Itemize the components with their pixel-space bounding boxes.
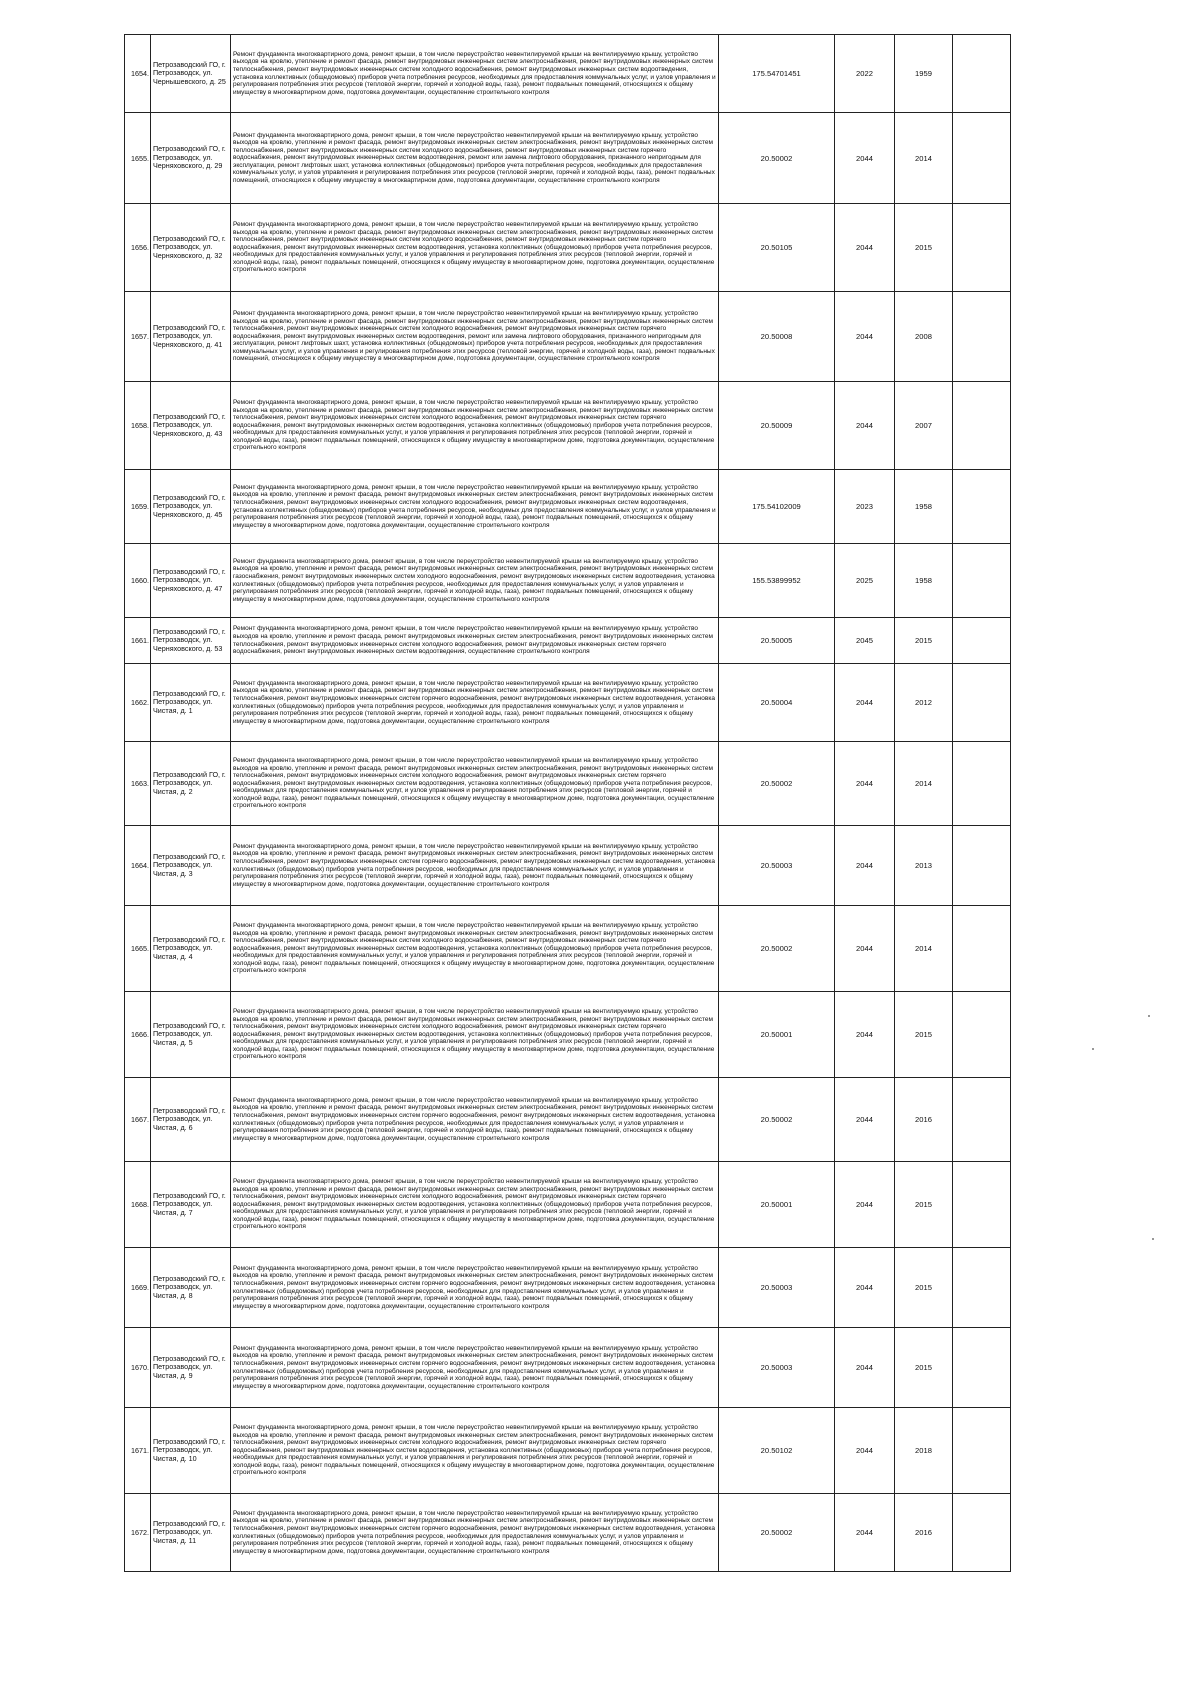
works-list-cell: Ремонт фундамента многоквартирного дома, ремонт крыши, в том числе переустройство невентилируемой крыши на вентилируемую крышу, устройство выходов на кровлю, утепление и ремонт фасада, ремонт внутридомовых инженерных систем электроснабжения, ремонт внутридомовых инженерных систем теплоснабжения, ремонт внутридомовых инженерных систем горячего водоснабжения, ремонт внутридомовых инженерных систем водоотведения, установка коллективных (общедомовых) приборов учета потребления ресурсов, необходимых для предоставления коммунальных услуг, и узлов управления и регулирования потребления этих ресурсов (тепловой энергии, горячей и холодной воды, газа), ремонт подвальных помещений, относящихся к общему имуществу в многоквартирном доме, подготовка документации, осуществление строительного контроля (231, 1328, 719, 1408)
row-number: 1666. (125, 992, 151, 1078)
address-cell: Петрозаводский ГО, г. Петрозаводск, ул. Чистая, д. 5 (151, 992, 231, 1078)
margin-cell (1011, 470, 1133, 544)
row-number: 1670. (125, 1328, 151, 1408)
row-number: 1656. (125, 204, 151, 292)
year-commissioned-cell: 2008 (895, 292, 953, 382)
margin-cell (1011, 618, 1133, 664)
works-list-cell: Ремонт фундамента многоквартирного дома, ремонт крыши, в том числе переустройство невентилируемой крыши на вентилируемую крышу, устройство выходов на кровлю, утепление и ремонт фасада, ремонт внутридомовых инженерных систем электроснабжения, ремонт внутридомовых инженерных систем теплоснабжения, ремонт внутридомовых инженерных систем горячего водоснабжения, ремонт внутридомовых инженерных систем водоотведения, установка коллективных (общедомовых) приборов учета потребления ресурсов, необходимых для предоставления коммунальных услуг, и узлов управления и регулирования потребления этих ресурсов (тепловой энергии, горячей и холодной воды, газа), ремонт подвальных помещений, относящихся к общему имуществу в многоквартирном доме, подготовка документации, осуществление строительного контроля (231, 826, 719, 906)
address-cell: Петрозаводский ГО, г. Петрозаводск, ул. Чистая, д. 4 (151, 906, 231, 992)
margin-cell (1011, 204, 1133, 292)
year-planned-cell: 2044 (835, 742, 895, 826)
works-list-cell: Ремонт фундамента многоквартирного дома, ремонт крыши, в том числе переустройство невентилируемой крыши на вентилируемую крышу, устройство выходов на кровлю, утепление и ремонт фасада, ремонт внутридомовых инженерных систем электроснабжения, ремонт внутридомовых инженерных систем теплоснабжения, ремонт внутридомовых инженерных систем холодного водоснабжения, ремонт внутридомовых инженерных систем горячего водоснабжения, ремонт внутридомовых инженерных систем водоотведения, установка коллективных (общедомовых) приборов учета потребления ресурсов, необходимых для предоставления коммунальных услуг, и узлов управления и регулирования потребления этих ресурсов (тепловой энергии, горячей и холодной воды, газа), ремонт подвальных помещений, относящихся к общему имуществу в многоквартирном доме, подготовка документации, осуществление строительного контроля (231, 204, 719, 292)
empty-cell (953, 292, 1011, 382)
address-cell: Петрозаводский ГО, г. Петрозаводск, ул. Чернышевского, д. 25 (151, 35, 231, 113)
value-cell: 20.50102 (719, 1408, 835, 1494)
works-list-cell: Ремонт фундамента многоквартирного дома, ремонт крыши, в том числе переустройство невентилируемой крыши на вентилируемую крышу, устройство выходов на кровлю, утепление и ремонт фасада, ремонт внутридомовых инженерных систем электроснабжения, ремонт внутридомовых инженерных систем теплоснабжения, ремонт внутридомовых инженерных систем холодного водоснабжения, ремонт внутридомовых инженерных систем горячего водоснабжения, ремонт внутридомовых инженерных систем водоотведения, установка коллективных (общедомовых) приборов учета потребления ресурсов, необходимых для предоставления коммунальных услуг, и узлов управления и регулирования потребления этих ресурсов (тепловой энергии, горячей и холодной воды, газа), ремонт подвальных помещений, относящихся к общему имуществу в многоквартирном доме, подготовка документации, осуществление строительного контроля (231, 992, 719, 1078)
works-list-cell: Ремонт фундамента многоквартирного дома, ремонт крыши, в том числе переустройство невентилируемой крыши на вентилируемую крышу, устройство выходов на кровлю, утепление и ремонт фасада, ремонт внутридомовых инженерных систем электроснабжения, ремонт внутридомовых инженерных систем теплоснабжения, ремонт внутридомовых инженерных систем холодного водоснабжения, ремонт внутридомовых инженерных систем водоотведения, установка коллективных (общедомовых) приборов учета потребления ресурсов, необходимых для предоставления коммунальных услуг, и узлов управления и регулирования потребления этих ресурсов (тепловой энергии, горячей и холодной воды, газа), ремонт подвальных помещений, относящихся к общему имуществу в многоквартирном доме, подготовка документации, осуществление строительного контроля (231, 35, 719, 113)
year-commissioned-cell: 2014 (895, 113, 953, 204)
empty-cell (953, 544, 1011, 618)
empty-cell (953, 1408, 1011, 1494)
address-cell: Петрозаводский ГО, г. Петрозаводск, ул. Чистая, д. 2 (151, 742, 231, 826)
address-cell: Петрозаводский ГО, г. Петрозаводск, ул. Черняховского, д. 41 (151, 292, 231, 382)
year-planned-cell: 2044 (835, 1162, 895, 1248)
margin-cell (1011, 664, 1133, 742)
year-commissioned-cell: 2012 (895, 664, 953, 742)
table-body (125, 35, 1133, 1572)
row-number: 1662. (125, 664, 151, 742)
year-planned-cell: 2044 (835, 1494, 895, 1572)
works-list-cell: Ремонт фундамента многоквартирного дома, ремонт крыши, в том числе переустройство невентилируемой крыши на вентилируемую крышу, устройство выходов на кровлю, утепление и ремонт фасада, ремонт внутридомовых инженерных систем электроснабжения, ремонт внутридомовых инженерных систем теплоснабжения, ремонт внутридомовых инженерных систем холодного водоснабжения, ремонт внутридомовых инженерных систем горячего водоснабжения, ремонт внутридомовых инженерных систем водоотведения, осуществление строительного контроля (231, 618, 719, 664)
works-list-cell: Ремонт фундамента многоквартирного дома, ремонт крыши, в том числе переустройство невентилируемой крыши на вентилируемую крышу, устройство выходов на кровлю, утепление и ремонт фасада, ремонт внутридомовых инженерных систем электроснабжения, ремонт внутридомовых инженерных систем теплоснабжения, ремонт внутридомовых инженерных систем холодного водоснабжения, ремонт внутридомовых инженерных систем горячего водоснабжения, ремонт внутридомовых инженерных систем водоотведения, ремонт или замена лифтового оборудования, признанного непригодным для эксплуатации, ремонт лифтовых шахт, установка коллективных (общедомовых) приборов учета потребления ресурсов, необходимых для предоставления коммунальных услуг, и узлов управления и регулирования потребления этих ресурсов (тепловой энергии, горячей и холодной воды, газа), ремонт подвальных помещений, относящихся к общему имуществу в многоквартирном доме, подготовка документации, осуществление строительного контроля (231, 292, 719, 382)
empty-cell (953, 826, 1011, 906)
value-cell: 175.54102009 (719, 470, 835, 544)
works-list-cell: Ремонт фундамента многоквартирного дома, ремонт крыши, в том числе переустройство невентилируемой крыши на вентилируемую крышу, устройство выходов на кровлю, утепление и ремонт фасада, ремонт внутридомовых инженерных систем электроснабжения, ремонт внутридомовых инженерных систем теплоснабжения, ремонт внутридомовых инженерных систем горячего водоснабжения, ремонт внутридомовых инженерных систем водоотведения, установка коллективных (общедомовых) приборов учета потребления ресурсов, необходимых для предоставления коммунальных услуг, и узлов управления и регулирования потребления этих ресурсов (тепловой энергии, горячей и холодной воды, газа), ремонт подвальных помещений, относящихся к общему имуществу в многоквартирном доме, подготовка документации, осуществление строительного контроля (231, 664, 719, 742)
margin-cell (1011, 113, 1133, 204)
year-commissioned-cell: 2016 (895, 1078, 953, 1162)
empty-cell (953, 470, 1011, 544)
scanned-table-page (124, 34, 1132, 1572)
margin-cell (1011, 1494, 1133, 1572)
row-number: 1659. (125, 470, 151, 544)
margin-cell (1011, 1162, 1133, 1248)
works-list-cell: Ремонт фундамента многоквартирного дома, ремонт крыши, в том числе переустройство невентилируемой крыши на вентилируемую крышу, устройство выходов на кровлю, утепление и ремонт фасада, ремонт внутридомовых инженерных систем электроснабжения, ремонт внутридомовых инженерных систем теплоснабжения, ремонт внутридомовых инженерных систем холодного водоснабжения, ремонт внутридомовых инженерных систем горячего водоснабжения, ремонт внутридомовых инженерных систем водоотведения, установка коллективных (общедомовых) приборов учета потребления ресурсов, необходимых для предоставления коммунальных услуг, и узлов управления и регулирования потребления этих ресурсов (тепловой энергии, горячей и холодной воды, газа), ремонт подвальных помещений, относящихся к общему имуществу в многоквартирном доме, подготовка документации, осуществление строительного контроля (231, 1162, 719, 1248)
row-number: 1658. (125, 382, 151, 470)
year-commissioned-cell: 2015 (895, 1162, 953, 1248)
address-cell: Петрозаводский ГО, г. Петрозаводск, ул. Чистая, д. 7 (151, 1162, 231, 1248)
margin-cell (1011, 382, 1133, 470)
works-list-cell: Ремонт фундамента многоквартирного дома, ремонт крыши, в том числе переустройство невентилируемой крыши на вентилируемую крышу, устройство выходов на кровлю, утепление и ремонт фасада, ремонт внутридомовых инженерных систем электроснабжения, ремонт внутридомовых инженерных систем теплоснабжения, ремонт внутридомовых инженерных систем холодного водоснабжения, ремонт внутридомовых инженерных систем горячего водоснабжения, ремонт внутридомовых инженерных систем водоотведения, установка коллективных (общедомовых) приборов учета потребления ресурсов, необходимых для предоставления коммунальных услуг, и узлов управления и регулирования потребления этих ресурсов (тепловой энергии, горячей и холодной воды, газа), ремонт подвальных помещений, относящихся к общему имуществу в многоквартирном доме, подготовка документации, осуществление строительного контроля (231, 742, 719, 826)
year-commissioned-cell: 2015 (895, 204, 953, 292)
address-cell: Петрозаводский ГО, г. Петрозаводск, ул. Черняховского, д. 53 (151, 618, 231, 664)
empty-cell (953, 906, 1011, 992)
year-commissioned-cell: 1958 (895, 470, 953, 544)
empty-cell (953, 618, 1011, 664)
margin-cell (1011, 906, 1133, 992)
margin-cell (1011, 544, 1133, 618)
value-cell: 20.50005 (719, 618, 835, 664)
value-cell: 155.53899952 (719, 544, 835, 618)
address-cell: Петрозаводский ГО, г. Петрозаводск, ул. Чистая, д. 1 (151, 664, 231, 742)
address-cell: Петрозаводский ГО, г. Петрозаводск, ул. Черняховского, д. 29 (151, 113, 231, 204)
margin-cell (1011, 35, 1133, 113)
year-commissioned-cell: 2015 (895, 1248, 953, 1328)
address-cell: Петрозаводский ГО, г. Петрозаводск, ул. Чистая, д. 10 (151, 1408, 231, 1494)
margin-cell (1011, 292, 1133, 382)
works-list-cell: Ремонт фундамента многоквартирного дома, ремонт крыши, в том числе переустройство невентилируемой крыши на вентилируемую крышу, устройство выходов на кровлю, утепление и ремонт фасада, ремонт внутридомовых инженерных систем электроснабжения, ремонт внутридомовых инженерных систем теплоснабжения, ремонт внутридомовых инженерных систем горячего водоснабжения, ремонт внутридомовых инженерных систем водоотведения, установка коллективных (общедомовых) приборов учета потребления ресурсов, необходимых для предоставления коммунальных услуг, и узлов управления и регулирования потребления этих ресурсов (тепловой энергии, горячей и холодной воды, газа), ремонт подвальных помещений, относящихся к общему имуществу в многоквартирном доме, подготовка документации, осуществление строительного контроля (231, 1494, 719, 1572)
margin-cell (1011, 742, 1133, 826)
empty-cell (953, 664, 1011, 742)
year-commissioned-cell: 2016 (895, 1494, 953, 1572)
year-planned-cell: 2044 (835, 382, 895, 470)
year-commissioned-cell: 2015 (895, 618, 953, 664)
margin-cell (1011, 1078, 1133, 1162)
table-row (125, 1494, 1133, 1572)
empty-cell (953, 35, 1011, 113)
address-cell: Петрозаводский ГО, г. Петрозаводск, ул. Чистая, д. 11 (151, 1494, 231, 1572)
margin-cell (1011, 1408, 1133, 1494)
table-row (125, 664, 1133, 742)
works-list-cell: Ремонт фундамента многоквартирного дома, ремонт крыши, в том числе переустройство невентилируемой крыши на вентилируемую крышу, устройство выходов на кровлю, утепление и ремонт фасада, ремонт внутридомовых инженерных систем электроснабжения, ремонт внутридомовых инженерных систем теплоснабжения, ремонт внутридомовых инженерных систем холодного водоснабжения, ремонт внутридомовых инженерных систем горячего водоснабжения, ремонт внутридомовых инженерных систем водоотведения, установка коллективных (общедомовых) приборов учета потребления ресурсов, необходимых для предоставления коммунальных услуг, и узлов управления и регулирования потребления этих ресурсов (тепловой энергии, горячей и холодной воды, газа), ремонт подвальных помещений, относящихся к общему имуществу в многоквартирном доме, подготовка документации, осуществление строительного контроля (231, 1408, 719, 1494)
table-row (125, 742, 1133, 826)
value-cell: 20.50001 (719, 1162, 835, 1248)
row-number: 1672. (125, 1494, 151, 1572)
value-cell: 20.50003 (719, 1328, 835, 1408)
value-cell: 175.54701451 (719, 35, 835, 113)
table-row (125, 113, 1133, 204)
row-number: 1665. (125, 906, 151, 992)
table-row (125, 1248, 1133, 1328)
year-commissioned-cell: 2015 (895, 1328, 953, 1408)
empty-cell (953, 992, 1011, 1078)
row-number: 1668. (125, 1162, 151, 1248)
works-list-cell: Ремонт фундамента многоквартирного дома, ремонт крыши, в том числе переустройство невентилируемой крыши на вентилируемую крышу, устройство выходов на кровлю, утепление и ремонт фасада, ремонт внутридомовых инженерных систем электроснабжения, ремонт внутридомовых инженерных систем теплоснабжения, ремонт внутридомовых инженерных систем холодного водоснабжения, ремонт внутридомовых инженерных систем горячего водоснабжения, ремонт внутридомовых инженерных систем водоотведения, установка коллективных (общедомовых) приборов учета потребления ресурсов, необходимых для предоставления коммунальных услуг, и узлов управления и регулирования потребления этих ресурсов (тепловой энергии, горячей и холодной воды, газа), ремонт подвальных помещений, относящихся к общему имуществу в многоквартирном доме, подготовка документации, осуществление строительного контроля (231, 906, 719, 992)
margin-cell (1011, 992, 1133, 1078)
works-list-cell: Ремонт фундамента многоквартирного дома, ремонт крыши, в том числе переустройство невентилируемой крыши на вентилируемую крышу, устройство выходов на кровлю, утепление и ремонт фасада, ремонт внутридомовых инженерных систем электроснабжения, ремонт внутридомовых инженерных систем теплоснабжения, ремонт внутридомовых инженерных систем горячего водоснабжения, ремонт внутридомовых инженерных систем водоотведения, установка коллективных (общедомовых) приборов учета потребления ресурсов, необходимых для предоставления коммунальных услуг, и узлов управления и регулирования потребления этих ресурсов (тепловой энергии, горячей и холодной воды, газа), ремонт подвальных помещений, относящихся к общему имуществу в многоквартирном доме, подготовка документации, осуществление строительного контроля (231, 1248, 719, 1328)
row-number: 1664. (125, 826, 151, 906)
address-cell: Петрозаводский ГО, г. Петрозаводск, ул. Чистая, д. 6 (151, 1078, 231, 1162)
empty-cell (953, 1162, 1011, 1248)
address-cell: Петрозаводский ГО, г. Петрозаводск, ул. Черняховского, д. 32 (151, 204, 231, 292)
empty-cell (953, 204, 1011, 292)
scan-speck (1148, 1015, 1150, 1017)
table-row (125, 470, 1133, 544)
empty-cell (953, 382, 1011, 470)
empty-cell (953, 113, 1011, 204)
table-row (125, 292, 1133, 382)
empty-cell (953, 1078, 1011, 1162)
table-row (125, 826, 1133, 906)
year-commissioned-cell: 2014 (895, 742, 953, 826)
value-cell: 20.50001 (719, 992, 835, 1078)
value-cell: 20.50002 (719, 742, 835, 826)
year-planned-cell: 2044 (835, 664, 895, 742)
year-planned-cell: 2044 (835, 1248, 895, 1328)
table-row (125, 382, 1133, 470)
year-commissioned-cell: 2018 (895, 1408, 953, 1494)
value-cell: 20.50002 (719, 113, 835, 204)
works-list-cell: Ремонт фундамента многоквартирного дома, ремонт крыши, в том числе переустройство невентилируемой крыши на вентилируемую крышу, устройство выходов на кровлю, утепление и ремонт фасада, ремонт внутридомовых инженерных систем электроснабжения, ремонт внутридомовых инженерных систем теплоснабжения, ремонт внутридомовых инженерных систем холодного водоснабжения, ремонт внутридомовых инженерных систем водоотведения, установка коллективных (общедомовых) приборов учета потребления ресурсов, необходимых для предоставления коммунальных услуг, и узлов управления и регулирования потребления этих ресурсов (тепловой энергии, горячей и холодной воды, газа), ремонт подвальных помещений, относящихся к общему имуществу в многоквартирном доме, подготовка документации, осуществление строительного контроля (231, 470, 719, 544)
year-commissioned-cell: 2013 (895, 826, 953, 906)
empty-cell (953, 1248, 1011, 1328)
works-list-cell: Ремонт фундамента многоквартирного дома, ремонт крыши, в том числе переустройство невентилируемой крыши на вентилируемую крышу, устройство выходов на кровлю, утепление и ремонт фасада, ремонт внутридомовых инженерных систем электроснабжения, ремонт внутридомовых инженерных систем теплоснабжения, ремонт внутридомовых инженерных систем холодного водоснабжения, ремонт внутридомовых инженерных систем горячего водоснабжения, ремонт внутридомовых инженерных систем водоотведения, ремонт или замена лифтового оборудования, признанного непригодным для эксплуатации, ремонт лифтовых шахт, установка коллективных (общедомовых) приборов учета потребления ресурсов, необходимых для предоставления коммунальных услуг, и узлов управления и регулирования потребления этих ресурсов (тепловой энергии, горячей и холодной воды, газа), ремонт подвальных помещений, относящихся к общему имуществу в многоквартирном доме, подготовка документации, осуществление строительного контроля (231, 113, 719, 204)
table-row (125, 1078, 1133, 1162)
row-number: 1661. (125, 618, 151, 664)
table-row (125, 204, 1133, 292)
table-row (125, 1328, 1133, 1408)
year-planned-cell: 2044 (835, 1078, 895, 1162)
year-commissioned-cell: 2014 (895, 906, 953, 992)
works-list-cell: Ремонт фундамента многоквартирного дома, ремонт крыши, в том числе переустройство невентилируемой крыши на вентилируемую крышу, устройство выходов на кровлю, утепление и ремонт фасада, ремонт внутридомовых инженерных систем электроснабжения, ремонт внутридомовых инженерных систем газоснабжения, ремонт внутридомовых инженерных систем холодного водоснабжения, ремонт внутридомовых инженерных систем водоотведения, установка коллективных (общедомовых) приборов учета потребления ресурсов, необходимых для предоставления коммунальных услуг, и узлов управления и регулирования потребления этих ресурсов (тепловой энергии, горячей и холодной воды, газа), ремонт подвальных помещений, относящихся к общему имуществу в многоквартирном доме, подготовка документации, осуществление строительного контроля (231, 544, 719, 618)
table-row (125, 1408, 1133, 1494)
address-cell: Петрозаводский ГО, г. Петрозаводск, ул. Черняховского, д. 43 (151, 382, 231, 470)
year-commissioned-cell: 1958 (895, 544, 953, 618)
row-number: 1660. (125, 544, 151, 618)
value-cell: 20.50008 (719, 292, 835, 382)
address-cell: Петрозаводский ГО, г. Петрозаводск, ул. Чистая, д. 3 (151, 826, 231, 906)
scan-speck (1152, 1238, 1154, 1240)
table-row (125, 1162, 1133, 1248)
scan-speck (1092, 1048, 1094, 1050)
table-row (125, 992, 1133, 1078)
margin-cell (1011, 1248, 1133, 1328)
row-number: 1654. (125, 35, 151, 113)
address-cell: Петрозаводский ГО, г. Петрозаводск, ул. Черняховского, д. 47 (151, 544, 231, 618)
row-number: 1655. (125, 113, 151, 204)
value-cell: 20.50002 (719, 1078, 835, 1162)
works-list-cell: Ремонт фундамента многоквартирного дома, ремонт крыши, в том числе переустройство невентилируемой крыши на вентилируемую крышу, устройство выходов на кровлю, утепление и ремонт фасада, ремонт внутридомовых инженерных систем электроснабжения, ремонт внутридомовых инженерных систем теплоснабжения, ремонт внутридомовых инженерных систем горячего водоснабжения, ремонт внутридомовых инженерных систем водоотведения, установка коллективных (общедомовых) приборов учета потребления ресурсов, необходимых для предоставления коммунальных услуг, и узлов управления и регулирования потребления этих ресурсов (тепловой энергии, горячей и холодной воды, газа), ремонт подвальных помещений, относящихся к общему имуществу в многоквартирном доме, подготовка документации, осуществление строительного контроля (231, 1078, 719, 1162)
value-cell: 20.50003 (719, 826, 835, 906)
value-cell: 20.50105 (719, 204, 835, 292)
address-cell: Петрозаводский ГО, г. Петрозаводск, ул. Чистая, д. 8 (151, 1248, 231, 1328)
year-planned-cell: 2044 (835, 292, 895, 382)
row-number: 1671. (125, 1408, 151, 1494)
address-cell: Петрозаводский ГО, г. Петрозаводск, ул. Черняховского, д. 45 (151, 470, 231, 544)
year-planned-cell: 2044 (835, 906, 895, 992)
row-number: 1667. (125, 1078, 151, 1162)
year-planned-cell: 2044 (835, 204, 895, 292)
year-commissioned-cell: 1959 (895, 35, 953, 113)
year-planned-cell: 2044 (835, 1408, 895, 1494)
year-planned-cell: 2045 (835, 618, 895, 664)
empty-cell (953, 1328, 1011, 1408)
year-commissioned-cell: 2015 (895, 992, 953, 1078)
year-commissioned-cell: 2007 (895, 382, 953, 470)
row-number: 1657. (125, 292, 151, 382)
works-list-cell: Ремонт фундамента многоквартирного дома, ремонт крыши, в том числе переустройство невентилируемой крыши на вентилируемую крышу, устройство выходов на кровлю, утепление и ремонт фасада, ремонт внутридомовых инженерных систем электроснабжения, ремонт внутридомовых инженерных систем теплоснабжения, ремонт внутридомовых инженерных систем холодного водоснабжения, ремонт внутридомовых инженерных систем горячего водоснабжения, ремонт внутридомовых инженерных систем водоотведения, установка коллективных (общедомовых) приборов учета потребления ресурсов, необходимых для предоставления коммунальных услуг, и узлов управления и регулирования потребления этих ресурсов (тепловой энергии, горячей и холодной воды, газа), ремонт подвальных помещений, относящихся к общему имуществу в многоквартирном доме, подготовка документации, осуществление строительного контроля (231, 382, 719, 470)
repair-program-table (124, 34, 1133, 1572)
row-number: 1669. (125, 1248, 151, 1328)
year-planned-cell: 2044 (835, 992, 895, 1078)
year-planned-cell: 2025 (835, 544, 895, 618)
value-cell: 20.50002 (719, 906, 835, 992)
year-planned-cell: 2022 (835, 35, 895, 113)
table-row (125, 906, 1133, 992)
value-cell: 20.50009 (719, 382, 835, 470)
year-planned-cell: 2044 (835, 113, 895, 204)
margin-cell (1011, 1328, 1133, 1408)
year-planned-cell: 2023 (835, 470, 895, 544)
table-row (125, 35, 1133, 113)
empty-cell (953, 742, 1011, 826)
value-cell: 20.50004 (719, 664, 835, 742)
value-cell: 20.50003 (719, 1248, 835, 1328)
year-planned-cell: 2044 (835, 826, 895, 906)
margin-cell (1011, 826, 1133, 906)
address-cell: Петрозаводский ГО, г. Петрозаводск, ул. Чистая, д. 9 (151, 1328, 231, 1408)
table-row (125, 618, 1133, 664)
row-number: 1663. (125, 742, 151, 826)
year-planned-cell: 2044 (835, 1328, 895, 1408)
empty-cell (953, 1494, 1011, 1572)
value-cell: 20.50002 (719, 1494, 835, 1572)
table-row (125, 544, 1133, 618)
